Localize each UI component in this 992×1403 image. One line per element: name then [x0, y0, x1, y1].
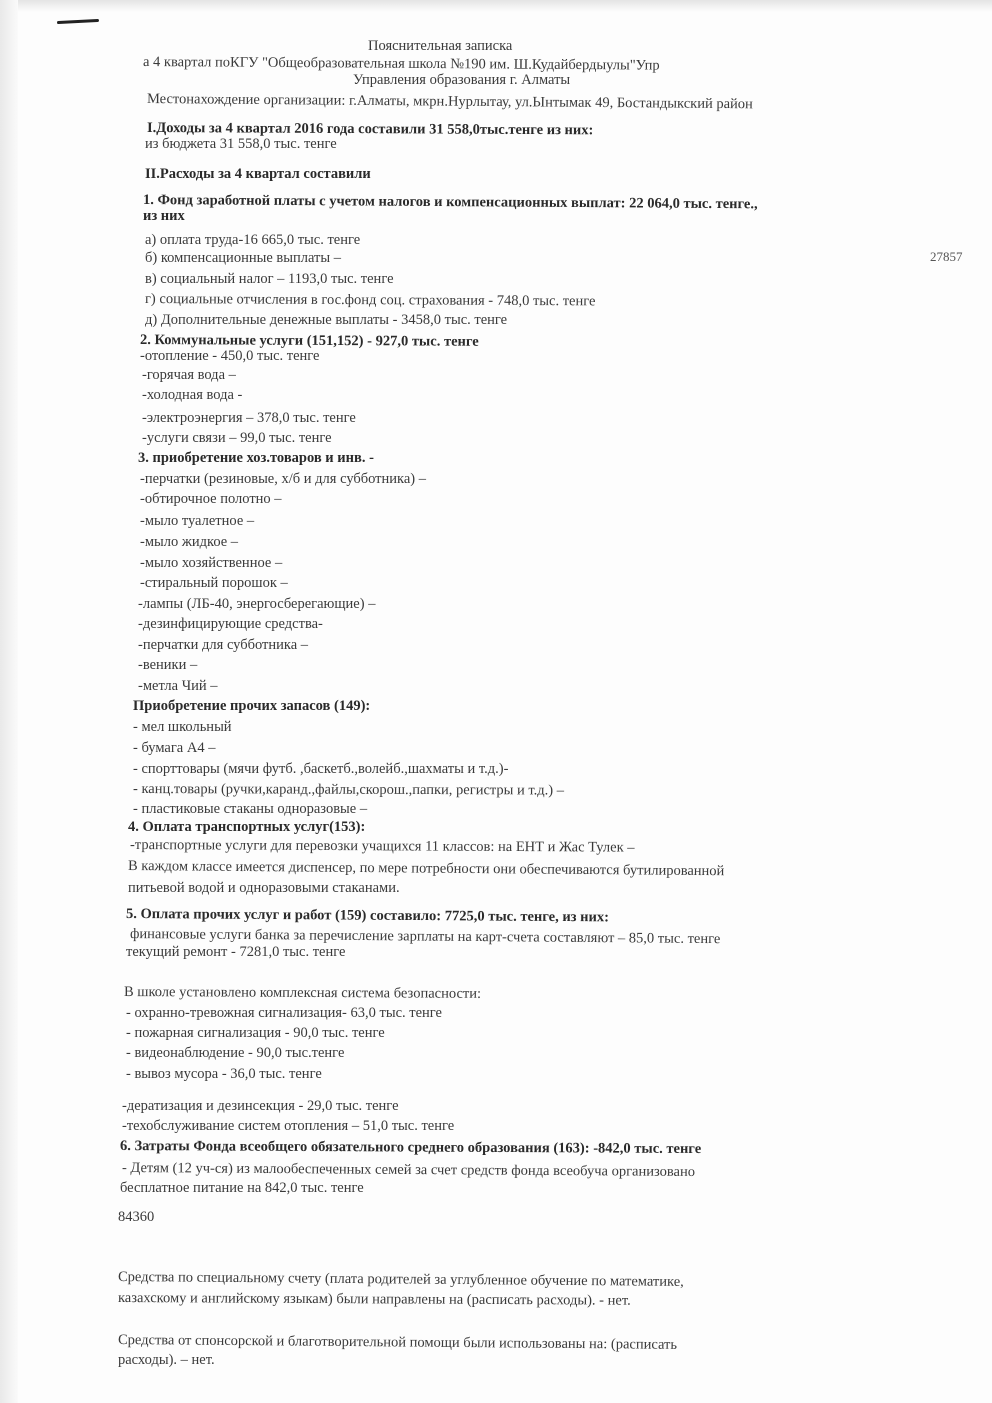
list-item: д) Дополнительные денежные выплаты - 3458,0 тыс. тенге	[145, 312, 508, 328]
location-line: Местонахождение организации: г.Алматы, мкрн.Нурлытау, ул.Ынтымак 49, Бостандыкский район	[146, 91, 753, 113]
special-account-text: казахскому и английскому языкам) были направлены на (расписать расходы). - нет.	[117, 1290, 631, 1309]
scan-edge	[0, 0, 992, 12]
paragraph-line: - Детям (12 уч-ся) из малообеспеченных семей за счет средств фонда всеобуча организовано	[121, 1160, 696, 1181]
section-heading: 6. Затраты Фонда всеобщего обязательного среднего образования (163): -842,0 тыс. тенге	[119, 1138, 702, 1158]
paragraph-line: бесплатное питание на 842,0 тыс. тенге	[120, 1180, 364, 1196]
list-item: -техобслуживание систем отопления – 51,0 тыс. тенге	[122, 1118, 455, 1134]
list-item: - бумага А4 –	[133, 740, 216, 756]
list-item: -отопление - 450,0 тыс. тенге	[140, 348, 320, 364]
list-item: - мел школьный	[133, 719, 232, 735]
income-budget: из бюджета 31 558,0 тыс. тенге	[145, 136, 337, 152]
list-item: -дезинфицирующие средства-	[138, 616, 323, 632]
list-item: -услуги связи – 99,0 тыс. тенге	[142, 430, 332, 446]
expenses-heading: II.Расходы за 4 квартал составили	[145, 166, 371, 182]
sponsorship-text: расходы). – нет.	[118, 1352, 215, 1368]
section-heading: из них	[143, 208, 185, 224]
list-item: - вывоз мусора - 36,0 тыс. тенге	[126, 1066, 322, 1082]
list-item: б) компенсационные выплаты –	[145, 250, 341, 266]
pen-mark	[57, 19, 99, 24]
list-item: г) социальные отчисления в гос.фонд соц. страхования - 748,0 тыс. тенге	[144, 291, 596, 310]
list-item: - пожарная сигнализация - 90,0 тыс. тенге	[126, 1025, 385, 1041]
list-item: текущий ремонт - 7281,0 тыс. тенге	[126, 944, 346, 960]
section-heading: 2. Коммунальные услуги (151,152) - 927,0 тыс. тенге	[139, 332, 479, 350]
header-line: а 4 квартал поКГУ "Общеобразовательная школа №190 им. Ш.Кудайбердыулы"Упр	[142, 54, 660, 74]
paragraph-line: В каждом классе имеется диспенсер, по мере потребности они обеспечиваются бутилированной	[127, 858, 725, 880]
list-item: -перчатки (резиновые, х/б и для субботника) –	[140, 471, 427, 487]
paragraph-line: питьевой водой и одноразовыми стаканами.	[128, 880, 400, 896]
scan-edge	[0, 0, 18, 1403]
list-item: -лампы (ЛБ-40, энергосберегающие) –	[138, 596, 376, 612]
list-item: -веники –	[138, 657, 198, 673]
section-heading: 5. Оплата прочих услуг и работ (159) составило: 7725,0 тыс. тенге, из них:	[125, 906, 610, 926]
list-item: - пластиковые стаканы одноразовые –	[133, 801, 368, 817]
list-item: а) оплата труда-16 665,0 тыс. тенге	[145, 232, 361, 248]
total-note: 84360	[118, 1209, 155, 1225]
list-item: - видеонаблюдение - 90,0 тыс.тенге	[126, 1045, 345, 1061]
list-item: -электроэнергия – 378,0 тыс. тенге	[142, 410, 356, 426]
list-item: в) социальный налог – 1193,0 тыс. тенге	[145, 271, 394, 287]
list-item: -холодная вода -	[142, 387, 243, 403]
list-item: -горячая вода –	[142, 367, 236, 383]
list-item: -перчатки для субботника –	[138, 637, 309, 653]
list-item: -обтирочное полотно –	[140, 491, 282, 507]
section-heading: 1. Фонд заработной платы с учетом налогов и компенсационных выплат: 22 064,0 тыс. тенге.,	[142, 192, 758, 213]
special-account-text: Средства по специальному счету (плата родителей за углубленное обучение по математике,	[117, 1269, 684, 1290]
sponsorship-text: Средства от спонсорской и благотворительной помощи были использованы на: (расписать	[117, 1332, 678, 1353]
list-item: -транспортные услуги для перевозки учащихся 11 классов: на ЕНТ и Жас Тулек –	[129, 837, 635, 856]
section-heading: 3. приобретение хоз.товаров и инв. -	[138, 450, 374, 466]
list-item: -мыло жидкое –	[140, 534, 239, 550]
section-heading: 4. Оплата транспортных услуг(153):	[128, 819, 366, 835]
list-item: - канц.товары (ручки,каранд.,файлы,скорош.,папки, регистры и т.д.) –	[132, 781, 565, 799]
document-title: Пояснительная записка	[368, 38, 513, 54]
list-item: -мыло туалетное –	[140, 513, 255, 529]
list-item: -мыло хозяйственное –	[140, 555, 283, 571]
list-item: -стиральный порошок –	[140, 575, 288, 591]
header-line: Управления образования г. Алматы	[353, 72, 571, 88]
section-heading: Приобретение прочих запасов (149):	[133, 698, 371, 714]
paragraph-line: В школе установлено комплексная система безопасности:	[123, 984, 482, 1002]
list-item: -дератизация и дезинсекция - 29,0 тыс. тенге	[122, 1098, 399, 1114]
list-item: - спорттовары (мячи футб. ,баскетб.,волейб.,шахматы и т.д.)-	[133, 761, 509, 777]
list-item: финансовые услуги банка за перечисление зарплаты на карт-счета составляют – 85,0 тыс. тенге	[129, 926, 721, 948]
margin-note: 27857	[930, 249, 963, 264]
list-item: - охранно-тревожная сигнализация- 63,0 тыс. тенге	[126, 1005, 442, 1021]
income-heading: I.Доходы за 4 квартал 2016 года составили 31 558,0тыс.тенге из них:	[146, 120, 594, 139]
list-item: -метла Чий –	[138, 678, 218, 694]
